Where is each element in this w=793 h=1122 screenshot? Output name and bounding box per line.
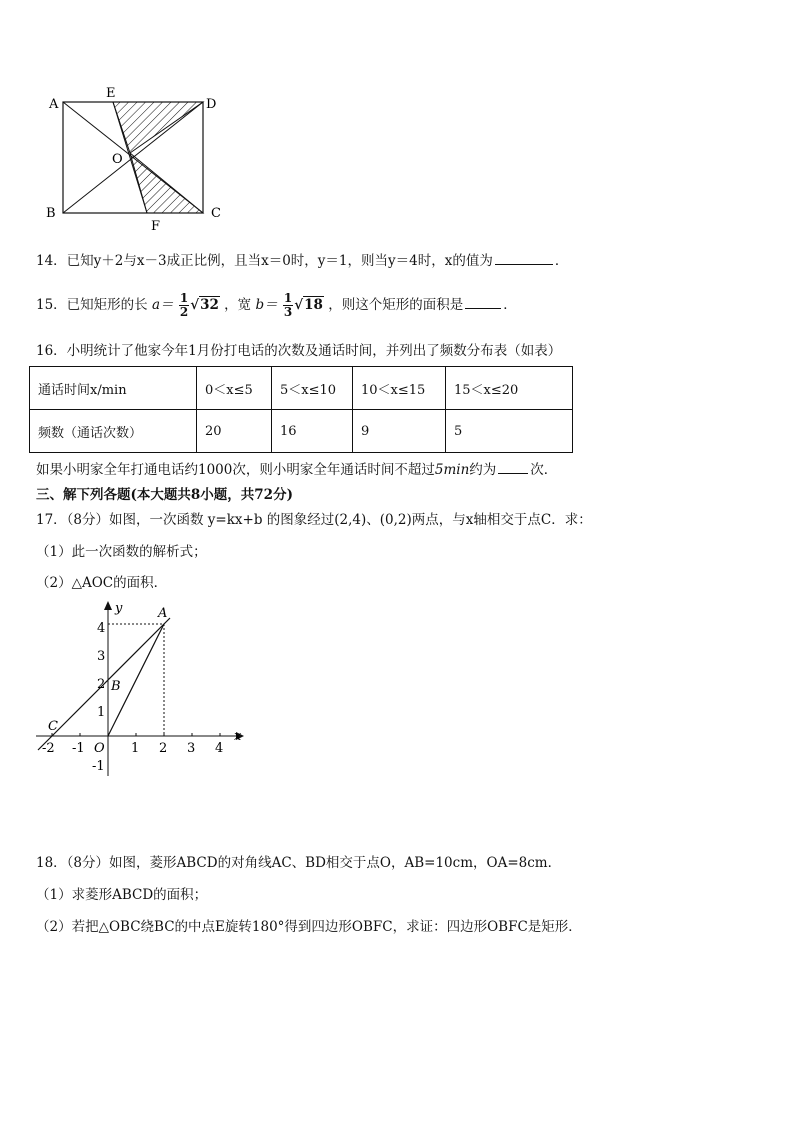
question-16-var: 5min [434, 462, 470, 478]
fraction-half-num: 1 [179, 291, 189, 305]
question-18-part1: （1）求菱形ABCD的面积； [36, 887, 208, 903]
label-e: E [106, 86, 116, 101]
table-cell: 0＜x≤5 [197, 367, 272, 410]
point-c-label: C [48, 719, 58, 734]
y-axis-label: y [115, 601, 123, 616]
label-c: C [211, 206, 221, 221]
sqrt-18: √18 [294, 297, 323, 313]
table-cell: 9 [353, 410, 446, 453]
question-16-intro: 16．小明统计了他家今年1月份打电话的次数及通话时间，并列出了频数分布表（如表） [36, 343, 562, 359]
table-cell: 16 [272, 410, 353, 453]
x-tick-label: 2 [159, 741, 168, 756]
table-cell: 10＜x≤15 [353, 367, 446, 410]
x-tick-label: -1 [72, 741, 85, 756]
question-15-suffix: ，则这个矩形的面积是 [328, 297, 464, 313]
table-cell: 20 [197, 410, 272, 453]
point-a-label: A [158, 606, 168, 621]
coordinate-graph [30, 598, 260, 778]
question-16-prefix: 如果小明家全年打通电话约1000次，则小明家全年通话时间不超过 [36, 462, 435, 478]
question-17-part2: （2）△AOC的面积． [36, 575, 168, 591]
table-row [30, 410, 573, 453]
point-b-label: B [111, 679, 121, 694]
question-14-end: ． [554, 253, 569, 269]
question-15-prefix: 15．已知矩形的长 [36, 297, 148, 313]
label-f: F [151, 219, 161, 234]
fraction-half-den: 2 [179, 305, 189, 319]
x-tick-label: 3 [187, 741, 196, 756]
question-18-part2: （2）若把△OBC绕BC的中点E旋转180°得到四边形OBFC，求证：四边形OBFC是矩形． [36, 919, 582, 935]
label-b: B [46, 206, 56, 221]
question-16-question [36, 460, 557, 479]
question-14-text: 14．已知y＋2与x－3成正比例，且当x＝0时，y＝1，则当y＝4时，x的值为 [36, 253, 493, 269]
var-b: b＝ [255, 297, 278, 313]
y-tick-label: -1 [92, 759, 105, 774]
question-18-stem: 18．（8分）如图，菱形ABCD的对角线AC、BD相交于点O，AB=10cm，OA=8cm． [36, 855, 562, 871]
y-tick-label: 1 [97, 705, 106, 720]
question-17-part1: （1）此一次函数的解析式； [36, 544, 207, 560]
radicand-32: 32 [200, 297, 219, 313]
label-o: O [112, 152, 123, 167]
question-16-mid: 约为 [469, 462, 497, 478]
label-d: D [206, 97, 217, 112]
fraction-third-num: 1 [283, 291, 293, 305]
y-axis-arrow [104, 601, 112, 610]
question-16-suffix: 次． [530, 462, 558, 478]
question-15 [36, 285, 517, 325]
table-cell: 通话时间x/min [30, 367, 197, 410]
x-tick-label: 1 [131, 741, 140, 756]
answer-blank-14[interactable] [495, 251, 553, 265]
radicand-18: 18 [304, 297, 323, 313]
table-row [30, 367, 573, 410]
y-tick-label: 2 [97, 677, 106, 692]
table-cell: 5＜x≤10 [272, 367, 353, 410]
x-tick-label: -2 [42, 741, 55, 756]
table-cell: 5 [446, 410, 573, 453]
frequency-table [29, 366, 573, 453]
var-a: a＝ [151, 297, 174, 313]
x-axis-label: x [234, 729, 242, 744]
question-15-end: ． [503, 297, 517, 313]
label-a: A [49, 97, 59, 112]
fraction-third-den: 3 [283, 305, 293, 319]
origin-label: O [94, 741, 105, 756]
answer-blank-15[interactable] [465, 295, 501, 309]
rectangle-figure [40, 80, 230, 240]
y-tick-label: 3 [97, 649, 106, 664]
x-tick-label: 4 [215, 741, 224, 756]
table-cell: 15＜x≤20 [446, 367, 573, 410]
answer-blank-16[interactable] [498, 460, 528, 474]
table-cell: 频数（通话次数） [30, 410, 197, 453]
question-14 [36, 251, 568, 270]
section-heading: 三、解下列各题(本大题共8小题，共72分) [36, 487, 293, 503]
fraction-third [283, 292, 293, 319]
sqrt-32: √32 [190, 297, 219, 313]
fraction-half [179, 292, 189, 319]
y-tick-label: 4 [97, 621, 106, 636]
question-17-stem: 17．（8分）如图，一次函数 y=kx+b 的图象经过(2,4)、(0,2)两点，与x轴相交于点C．求： [36, 512, 592, 528]
question-15-mid: ，宽 [224, 297, 252, 313]
